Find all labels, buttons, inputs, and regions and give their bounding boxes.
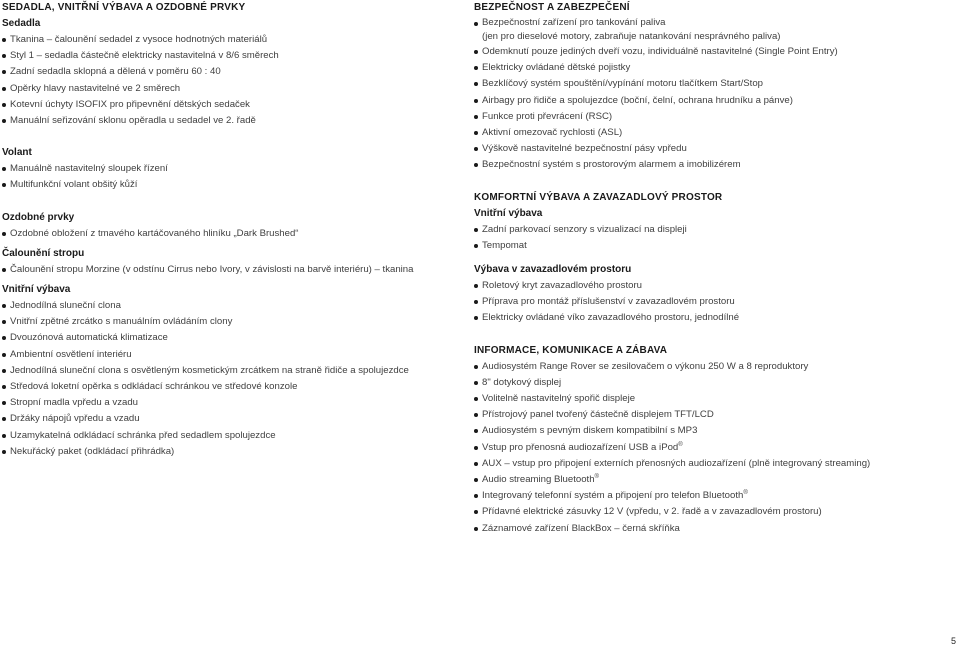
list-item-line: Bezpečnostní zařízení pro tankování paliva bbox=[482, 17, 666, 28]
headliner-subheading: Čalounění stropu bbox=[2, 247, 85, 259]
list-item: Elektricky ovládané víko zavazadlového prostoru, jednodílné bbox=[474, 310, 954, 326]
list-item: Vnitřní zpětné zrcátko s manuálním ovládáním clony bbox=[2, 314, 454, 330]
interior-list bbox=[2, 298, 454, 460]
luggage-list bbox=[474, 278, 954, 327]
info-entertainment-heading: INFORMACE, KOMUNIKACE A ZÁBAVA bbox=[474, 344, 668, 356]
list-item: Funkce proti převrácení (RSC) bbox=[474, 109, 954, 125]
list-item: Tkanina – čalounění sedadel z vysoce hodnotných materiálů bbox=[2, 32, 454, 48]
list-item: Čalounění stropu Morzine (v odstínu Cirrus nebo Ivory, v závislosti na barvě interiéru) – tkanina bbox=[2, 262, 454, 278]
list-item: Dvouzónová automatická klimatizace bbox=[2, 330, 454, 346]
list-item: Airbagy pro řidiče a spolujezdce (boční, čelní, ochrana hrudníku a pánve) bbox=[474, 93, 954, 109]
list-item: Nekuřácký paket (odkládací přihrádka) bbox=[2, 444, 454, 460]
comfort-interior-list bbox=[474, 222, 954, 254]
list-item-line: (jen pro dieselové motory, zabraňuje natankování nesprávného paliva) bbox=[482, 31, 781, 42]
registered-mark: ® bbox=[743, 490, 748, 497]
list-item: Jednodílná sluneční clona bbox=[2, 298, 454, 314]
seats-interior-trim-heading: SEDADLA, VNITŘNÍ VÝBAVA A OZDOBNÉ PRVKY bbox=[2, 2, 246, 13]
comfort-luggage-heading: KOMFORTNÍ VÝBAVA A ZAVAZADLOVÝ PROSTOR bbox=[474, 191, 723, 203]
list-item: Přístrojový panel tvořený částečně displejem TFT/LCD bbox=[474, 407, 954, 423]
steering-wheel-list bbox=[2, 161, 454, 193]
headliner-list bbox=[2, 262, 454, 278]
list-item: Ambientní osvětlení interiéru bbox=[2, 347, 454, 363]
list-item: Středová loketní opěrka s odkládací schránkou ve středové konzole bbox=[2, 379, 454, 395]
safety-security-heading: BEZPEČNOST A ZABEZPEČENÍ bbox=[474, 2, 630, 13]
list-item: Zadní sedadla sklopná a dělená v poměru 60 : 40 bbox=[2, 64, 454, 80]
list-item: Uzamykatelná odkládací schránka před sedadlem spolujezdce bbox=[2, 428, 454, 444]
steering-wheel-subheading: Volant bbox=[2, 147, 32, 159]
list-item bbox=[474, 440, 954, 456]
interior-subheading: Vnitřní výbava bbox=[2, 284, 71, 296]
list-item: Multifunkční volant obšitý kůží bbox=[2, 177, 454, 193]
list-item: 8" dotykový displej bbox=[474, 375, 954, 391]
list-item: Odemknutí pouze jediných dveří vozu, individuálně nastavitelné (Single Point Entry) bbox=[474, 44, 954, 60]
list-item bbox=[474, 472, 954, 488]
list-item: Výškově nastavitelné bezpečnostní pásy vpředu bbox=[474, 141, 954, 157]
info-list bbox=[474, 359, 954, 537]
luggage-subheading: Výbava v zavazadlovém prostoru bbox=[474, 264, 632, 276]
list-item: Stropní madla vpředu a vzadu bbox=[2, 395, 454, 411]
list-item: Opěrky hlavy nastavitelné ve 2 směrech bbox=[2, 81, 454, 97]
list-item bbox=[474, 488, 954, 504]
list-item: Volitelně nastavitelný spořič displeje bbox=[474, 391, 954, 407]
list-item: Bezpečnostní systém s prostorovým alarmem a imobilizérem bbox=[474, 157, 954, 173]
usb-ipod-text: Vstup pro přenosná audiozařízení USB a iPod bbox=[482, 441, 679, 453]
list-item: Elektricky ovládané dětské pojistky bbox=[474, 60, 954, 76]
list-item: Aktivní omezovač rychlosti (ASL) bbox=[474, 125, 954, 141]
list-item: AUX – vstup pro připojení externích přenosných audiozařízení (plně integrovaný streaming) bbox=[474, 456, 954, 472]
left-column bbox=[2, 0, 454, 460]
list-item bbox=[474, 16, 954, 44]
trim-subheading: Ozdobné prvky bbox=[2, 211, 75, 223]
list-item: Audiosystém s pevným diskem kompatibilní s MP3 bbox=[474, 423, 954, 439]
list-item: Tempomat bbox=[474, 238, 954, 254]
list-item: Kotevní úchyty ISOFIX pro připevnění dětských sedaček bbox=[2, 97, 454, 113]
list-item: Roletový kryt zavazadlového prostoru bbox=[474, 278, 954, 294]
list-item: Držáky nápojů vpředu a vzadu bbox=[2, 411, 454, 427]
list-item: Příprava pro montáž příslušenství v zavazadlovém prostoru bbox=[474, 294, 954, 310]
page-number: 5 bbox=[950, 636, 956, 646]
seats-list bbox=[2, 32, 454, 129]
list-item: Styl 1 – sedadla částečně elektricky nastavitelná v 8/6 směrech bbox=[2, 48, 454, 64]
list-item: Zadní parkovací senzory s vizualizací na displeji bbox=[474, 222, 954, 238]
list-item: Manuálně nastavitelný sloupek řízení bbox=[2, 161, 454, 177]
list-item: Přídavné elektrické zásuvky 12 V (vpředu, v 2. řadě a v zavazadlovém prostoru) bbox=[474, 504, 954, 520]
list-item: Audiosystém Range Rover se zesilovačem o výkonu 250 W a 8 reproduktory bbox=[474, 359, 954, 375]
registered-mark: ® bbox=[678, 441, 683, 448]
seats-subheading: Sedadla bbox=[2, 18, 41, 29]
list-item: Ozdobné obložení z tmavého kartáčovaného hliníku „Dark Brushed“ bbox=[2, 226, 454, 242]
right-column bbox=[474, 0, 954, 537]
list-item: Bezklíčový systém spouštění/vypínání motoru tlačítkem Start/Stop bbox=[474, 76, 954, 92]
list-item: Záznamové zařízení BlackBox – černá skříňka bbox=[474, 521, 954, 537]
comfort-interior-subheading: Vnitřní výbava bbox=[474, 207, 543, 219]
list-item: Manuální seřizování sklonu opěradla u sedadel ve 2. řadě bbox=[2, 113, 454, 129]
safety-list bbox=[474, 16, 954, 174]
trim-list bbox=[2, 226, 454, 242]
bluetooth-phone-text: Integrovaný telefonní systém a připojení pro telefon Bluetooth bbox=[482, 490, 744, 502]
registered-mark: ® bbox=[594, 474, 599, 481]
bluetooth-audio-text: Audio streaming Bluetooth bbox=[482, 474, 595, 486]
list-item: Jednodílná sluneční clona s osvětleným kosmetickým zrcátkem na straně řidiče a spolujezdce bbox=[2, 363, 454, 379]
